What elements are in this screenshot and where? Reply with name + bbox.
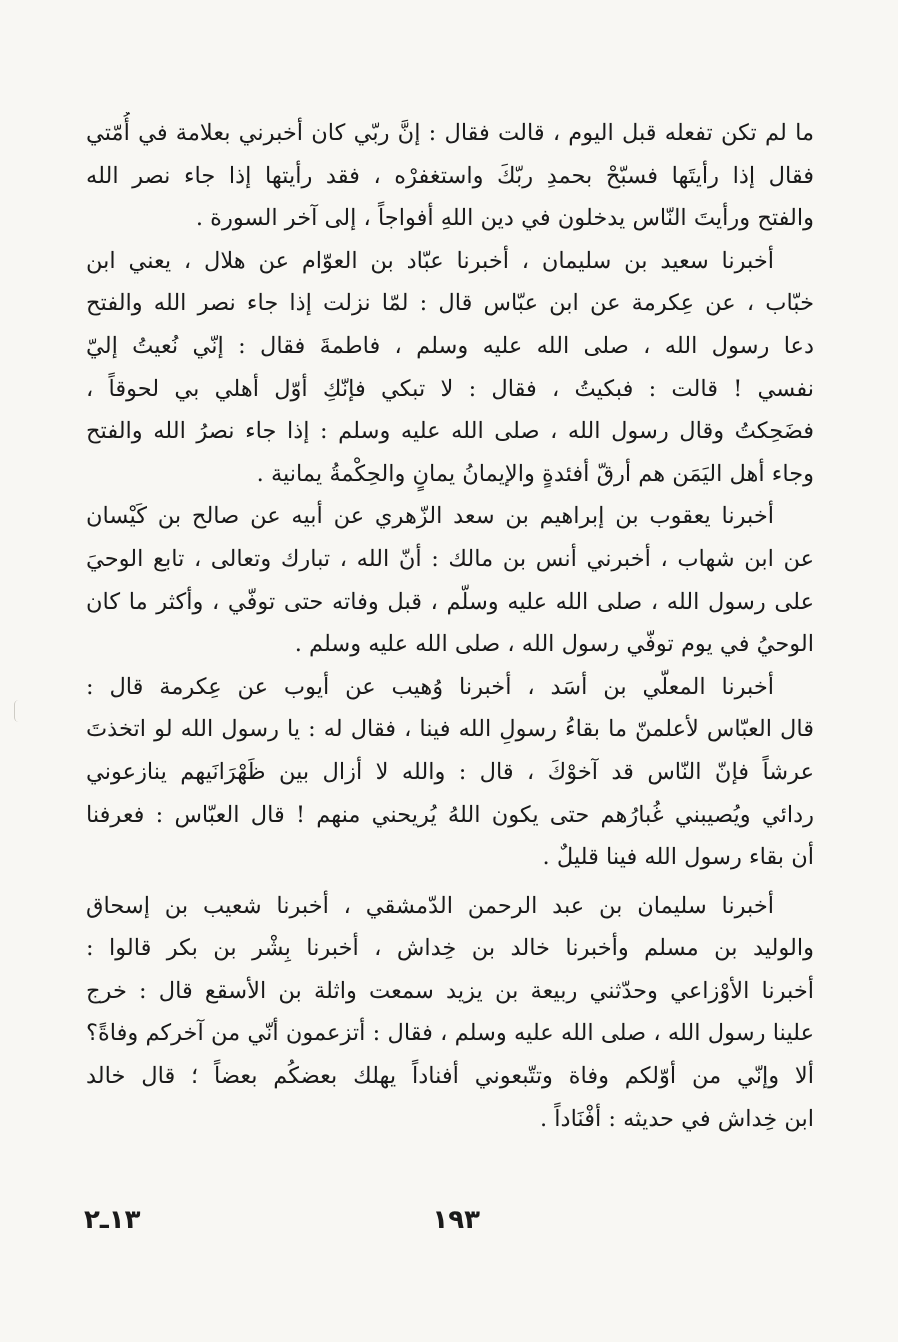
text-line: دعا رسول الله ، صلى الله عليه وسلم ، فاطمةَ فقال : إنّي نُعيتُ إليّ bbox=[86, 332, 814, 359]
text-line: أن بقاء رسول الله فينا قليلٌ . bbox=[542, 844, 814, 871]
page-number: ١٩٣ bbox=[432, 1205, 480, 1235]
text-line: أخبرنا سعيد بن سليمان ، أخبرنا عبّاد بن العوّام عن هلال ، يعني ابن bbox=[86, 247, 774, 274]
margin-mark bbox=[14, 700, 23, 722]
text-line: وجاء أهل اليَمَن هم أرقّ أفئدةٍ والإيمانُ يمانٍ والحِكْمةُ يمانية . bbox=[256, 460, 814, 487]
text-line: خبّاب ، عن عِكرمة عن ابن عبّاس قال : لمّا نزلت إذا جاء نصر الله والفتح bbox=[86, 290, 814, 317]
text-line: والوليد بن مسلم وأخبرنا خالد بن خِداش ، أخبرنا بِشْر بن بكر قالوا : bbox=[86, 935, 814, 962]
page-footer bbox=[0, 1205, 898, 1245]
text-line: عرشاً فإنّ النّاس قد آخوْكَ ، قال : والله لا أزال بين ظَهْرَانَيهم ينازعوني bbox=[86, 758, 814, 785]
text-line: نفسي ! قالت : فبكيتُ ، فقال : لا تبكي فإنّكِ أوّل أهلي بي لحوقاً ، bbox=[86, 375, 814, 402]
text-line: عن ابن شهاب ، أخبرني أنس بن مالك : أنّ الله ، تبارك وتعالى ، تابع الوحيَ bbox=[86, 545, 814, 572]
paragraph bbox=[86, 495, 814, 665]
paragraph bbox=[86, 240, 814, 496]
text-line: أخبرنا المعلّي بن أسَد ، أخبرنا وُهيب عن أيوب عن عِكرمة قال : bbox=[86, 673, 774, 700]
text-line: قال العبّاس لأعلمنّ ما بقاءُ رسولِ الله فينا ، فقال له : يا رسول الله لو اتخذتَ bbox=[86, 716, 814, 743]
paragraph bbox=[86, 885, 814, 1141]
text-line: فضَحِكتُ وقال رسول الله ، صلى الله عليه وسلم : إذا جاء نصرُ الله والفتح bbox=[86, 418, 814, 445]
text-line: ابن خِداش في حديثه : أفْنَاداً . bbox=[540, 1105, 814, 1132]
text-line: على رسول الله ، صلى الله عليه وسلّم ، قبل وفاته حتى توفّي ، وأكثر ما كان bbox=[86, 588, 814, 615]
text-line: ألا وإنّي من أوّلكم وفاة وتتّبعوني أفناداً يهلك بعضكُم بعضاً ؛ قال خالد bbox=[86, 1063, 814, 1090]
paragraph bbox=[86, 666, 814, 879]
text-line: أخبرنا يعقوب بن إبراهيم بن سعد الزّهري عن أبيه عن صالح بن كَيْسان bbox=[86, 503, 774, 530]
text-line: الوحيُ في يوم توفّي رسول الله ، صلى الله عليه وسلم . bbox=[294, 631, 814, 658]
text-line: فقال إذا رأيتَها فسبّحْ بحمدِ ربّكَ واستغفرْه ، فقد رأيتها إذا جاء نصر الله bbox=[86, 162, 814, 189]
text-line: والفتح ورأيتَ النّاس يدخلون في دين اللهِ أفواجاً ، إلى آخر السورة . bbox=[195, 205, 814, 232]
text-line: ما لم تكن تفعله قبل اليوم ، قالت فقال : إنَّ ربّي كان أخبرني بعلامة في أُمّتي bbox=[86, 120, 814, 146]
paragraph bbox=[86, 112, 814, 240]
text-line: علينا رسول الله ، صلى الله عليه وسلم ، فقال : أتزعمون أنّي من آخركم وفاةً؟ bbox=[86, 1020, 814, 1047]
text-line: أخبرنا الأوْزاعي وحدّثني ربيعة بن يزيد سمعت واثلة بن الأسقع قال : خرج bbox=[86, 977, 814, 1004]
body-text bbox=[86, 112, 814, 1140]
text-line: أخبرنا سليمان بن عبد الرحمن الدّمشقي ، أخبرنا شعيب بن إسحاق bbox=[86, 892, 774, 919]
text-line: ردائي ويُصيبني غُبارُهم حتى يكون اللهُ يُريحني منهم ! قال العبّاس : فعرفنا bbox=[86, 801, 814, 828]
signature-mark: ١٣ـ٢ bbox=[84, 1205, 141, 1235]
